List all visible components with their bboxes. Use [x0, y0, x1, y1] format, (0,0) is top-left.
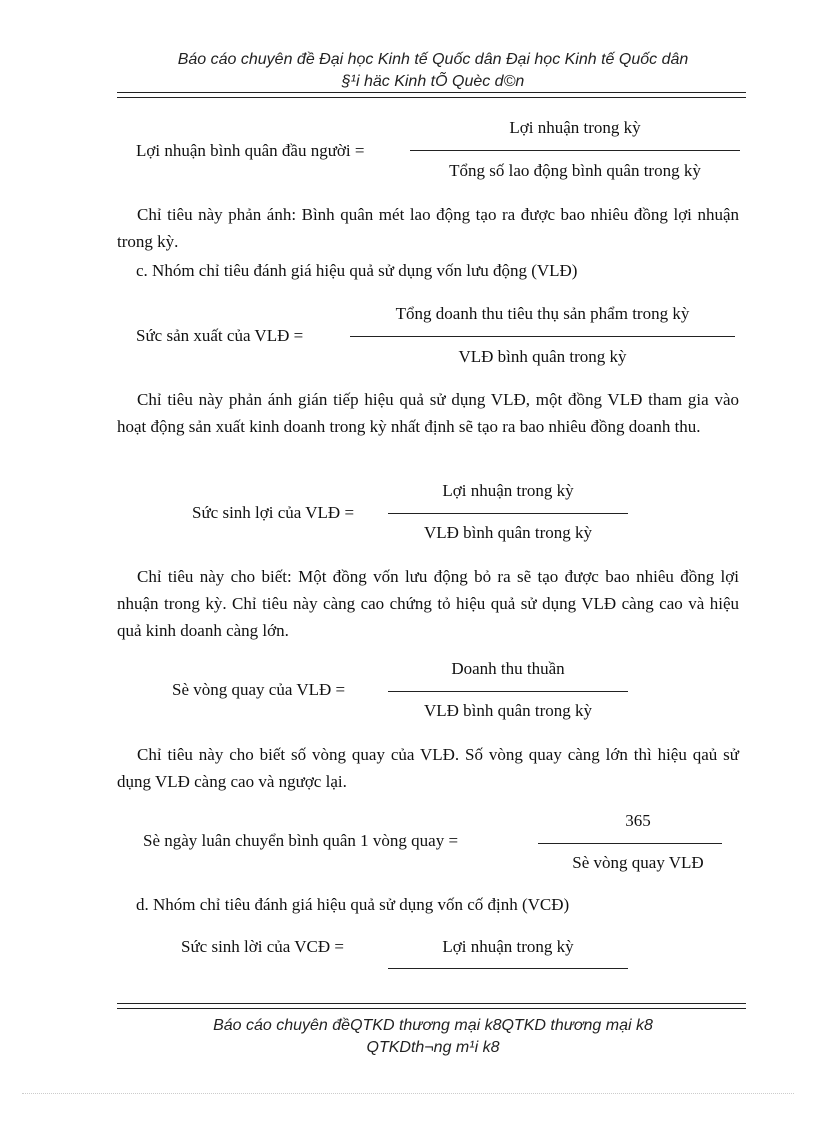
page-header-line-1: Báo cáo chuyên đề Đại học Kinh tế Quốc dân Đại học Kinh tế Quốc dân [177, 51, 689, 68]
paragraph [117, 741, 739, 795]
page-footer-line-2: QTKDth¬ng m¹i k8 [366, 1039, 500, 1056]
header-divider [117, 92, 746, 98]
fraction-bar [350, 336, 735, 337]
fraction-bar [410, 150, 740, 151]
formula-label: Sức sinh lợi của VLĐ = [192, 503, 355, 522]
paragraph [117, 386, 739, 440]
paragraph [117, 563, 739, 644]
formula-denominator: VLĐ bình quân trong kỳ [423, 523, 593, 542]
paragraph [117, 201, 739, 255]
formula-numerator: 365 [625, 811, 651, 830]
formula-numerator: Lợi nhuận trong kỳ [442, 481, 574, 500]
formula-label: Sức sản xuất của VLĐ = [136, 326, 304, 345]
page-header-line-2: §¹i häc Kinh tÕ Quèc d©n [341, 73, 525, 90]
formula-denominator: Sè vòng quay VLĐ [572, 853, 704, 872]
formula-label: Sức sinh lời của VCĐ = [181, 937, 345, 956]
fraction-bar [388, 513, 628, 514]
paragraph-text: Chỉ tiêu này cho biết: Một đồng vốn lưu động bỏ ra sẽ tạo được bao nhiêu đồng lợi nhuận trong kỳ. Chỉ tiêu này càng cao chứng tỏ hiệu quả sử dụng VLĐ càng cao và hiệu quả kinh doanh càng lớn. [117, 567, 739, 640]
formula-numerator: Lợi nhuận trong kỳ [442, 937, 574, 956]
fraction-bar [388, 691, 628, 692]
formula-label: Sè ngày luân chuyển bình quân 1 vòng quay = [143, 831, 459, 850]
formula-label: Sè vòng quay của VLĐ = [172, 680, 346, 699]
page-edge-dotted-line [22, 1093, 794, 1094]
formula-numerator: Tổng doanh thu tiêu thụ sản phẩm trong kỳ [395, 304, 690, 323]
page-footer-line-1: Báo cáo chuyên đềQTKD thương mại k8QTKD thương mại k8 [213, 1017, 653, 1034]
formula-denominator: Tổng số lao động bình quân trong kỳ [449, 161, 701, 180]
paragraph-text: Chỉ tiêu này phản ánh gián tiếp hiệu quả sử dụng VLĐ, một đồng VLĐ tham gia vào hoạt động sản xuất kinh doanh trong kỳ nhất định sẽ tạo ra bao nhiêu đồng doanh thu. [117, 390, 739, 436]
formula-denominator: VLĐ bình quân trong kỳ [458, 347, 627, 366]
formula-numerator: Lợi nhuận trong kỳ [509, 118, 641, 137]
formula-denominator: VLĐ bình quân trong kỳ [423, 701, 593, 720]
formula-numerator: Doanh thu thuần [451, 659, 565, 678]
paragraph-text: Chỉ tiêu này phản ánh: Bình quân mét lao động tạo ra được bao nhiêu đồng lợi nhuận trong kỳ. [117, 205, 739, 251]
paragraph-text: Chỉ tiêu này cho biết số vòng quay của VLĐ. Số vòng quay càng lớn thì hiệu qaủ sử dụng VLĐ càng cao và ngược lại. [117, 745, 739, 791]
fraction-bar [538, 843, 722, 844]
section-heading-c: c. Nhóm chỉ tiêu đánh giá hiệu quả sử dụng vốn lưu động (VLĐ) [136, 261, 578, 280]
formula-label: Lợi nhuận bình quân đầu người = [136, 141, 365, 160]
section-heading-d: d. Nhóm chỉ tiêu đánh giá hiệu quả sử dụng vốn cố định (VCĐ) [136, 895, 570, 914]
footer-divider [117, 1003, 746, 1009]
fraction-bar [388, 968, 628, 969]
